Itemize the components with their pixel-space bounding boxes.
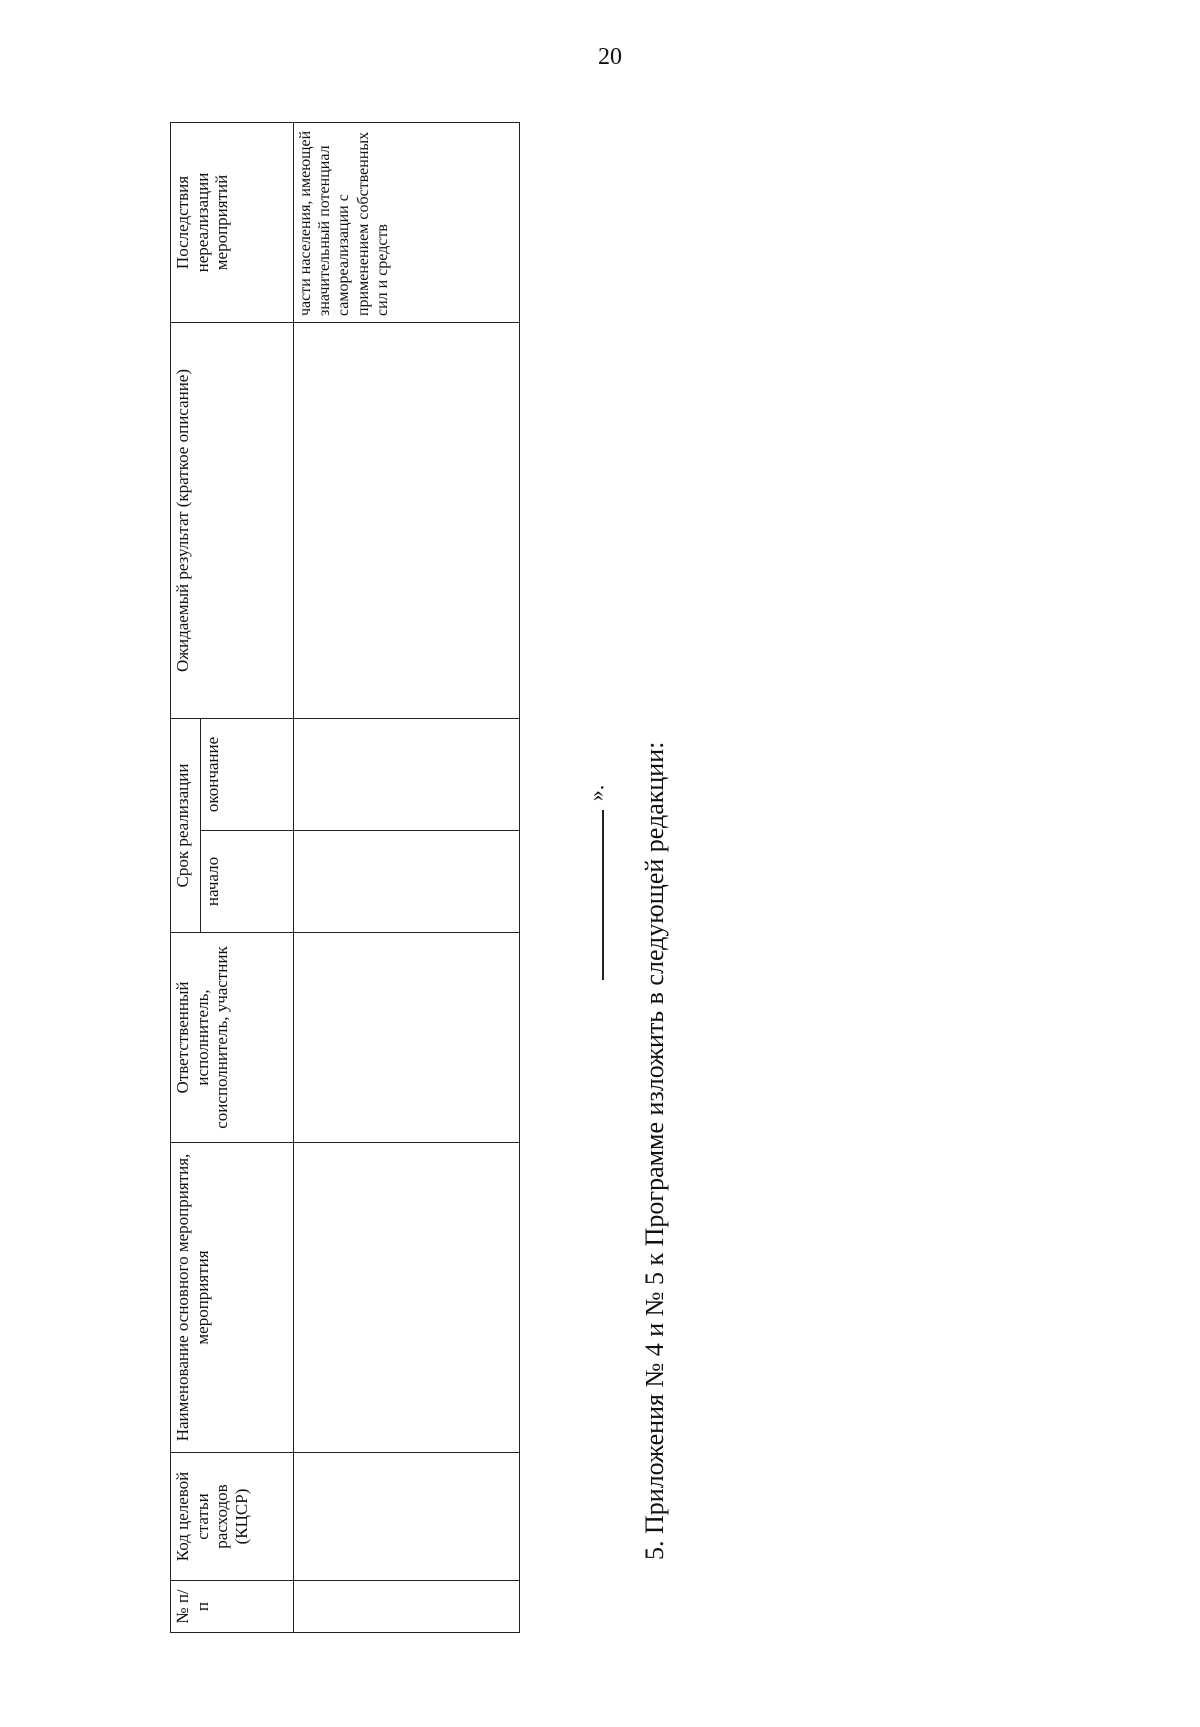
- cell-period-end: [294, 719, 520, 831]
- table-row: [294, 123, 520, 1633]
- header-num: № п/п: [171, 1581, 294, 1633]
- cell-period-start: [294, 831, 520, 933]
- header-period: Срок реализации: [171, 719, 201, 933]
- page-number: 20: [598, 44, 622, 70]
- cell-num: [294, 1581, 520, 1633]
- header-period-end: окончание: [201, 719, 294, 831]
- cell-kcsr: [294, 1453, 520, 1581]
- instruction-text: 5. Приложения № 4 и № 5 к Программе изложить в следующей редакции:: [640, 741, 669, 1560]
- header-responsible: Ответственный исполнитель, соисполнитель, участник: [171, 933, 294, 1143]
- closing-quote-text: ».: [583, 784, 609, 802]
- closing-line: [602, 810, 604, 980]
- program-table: [170, 122, 520, 1633]
- cell-name: [294, 1143, 520, 1453]
- cell-result: [294, 323, 520, 719]
- header-period-start: начало: [201, 831, 294, 933]
- cell-consequences: части населения, имеющей значительный потенциал самореализации с применением собственных сил и средств: [294, 123, 520, 323]
- header-consequences: Последствия нереализации мероприятий: [171, 123, 294, 323]
- closing-mark: [583, 780, 628, 990]
- header-result: Ожидаемый результат (краткое описание): [171, 323, 294, 719]
- cell-responsible: [294, 933, 520, 1143]
- instruction-text-wrapper: [640, 640, 680, 1560]
- program-table-wrapper: [170, 123, 520, 1633]
- header-kcsr: Код целевой статьи расходов (КЦСР): [171, 1453, 294, 1581]
- header-name: Наименование основного мероприятия, мероприятия: [171, 1143, 294, 1453]
